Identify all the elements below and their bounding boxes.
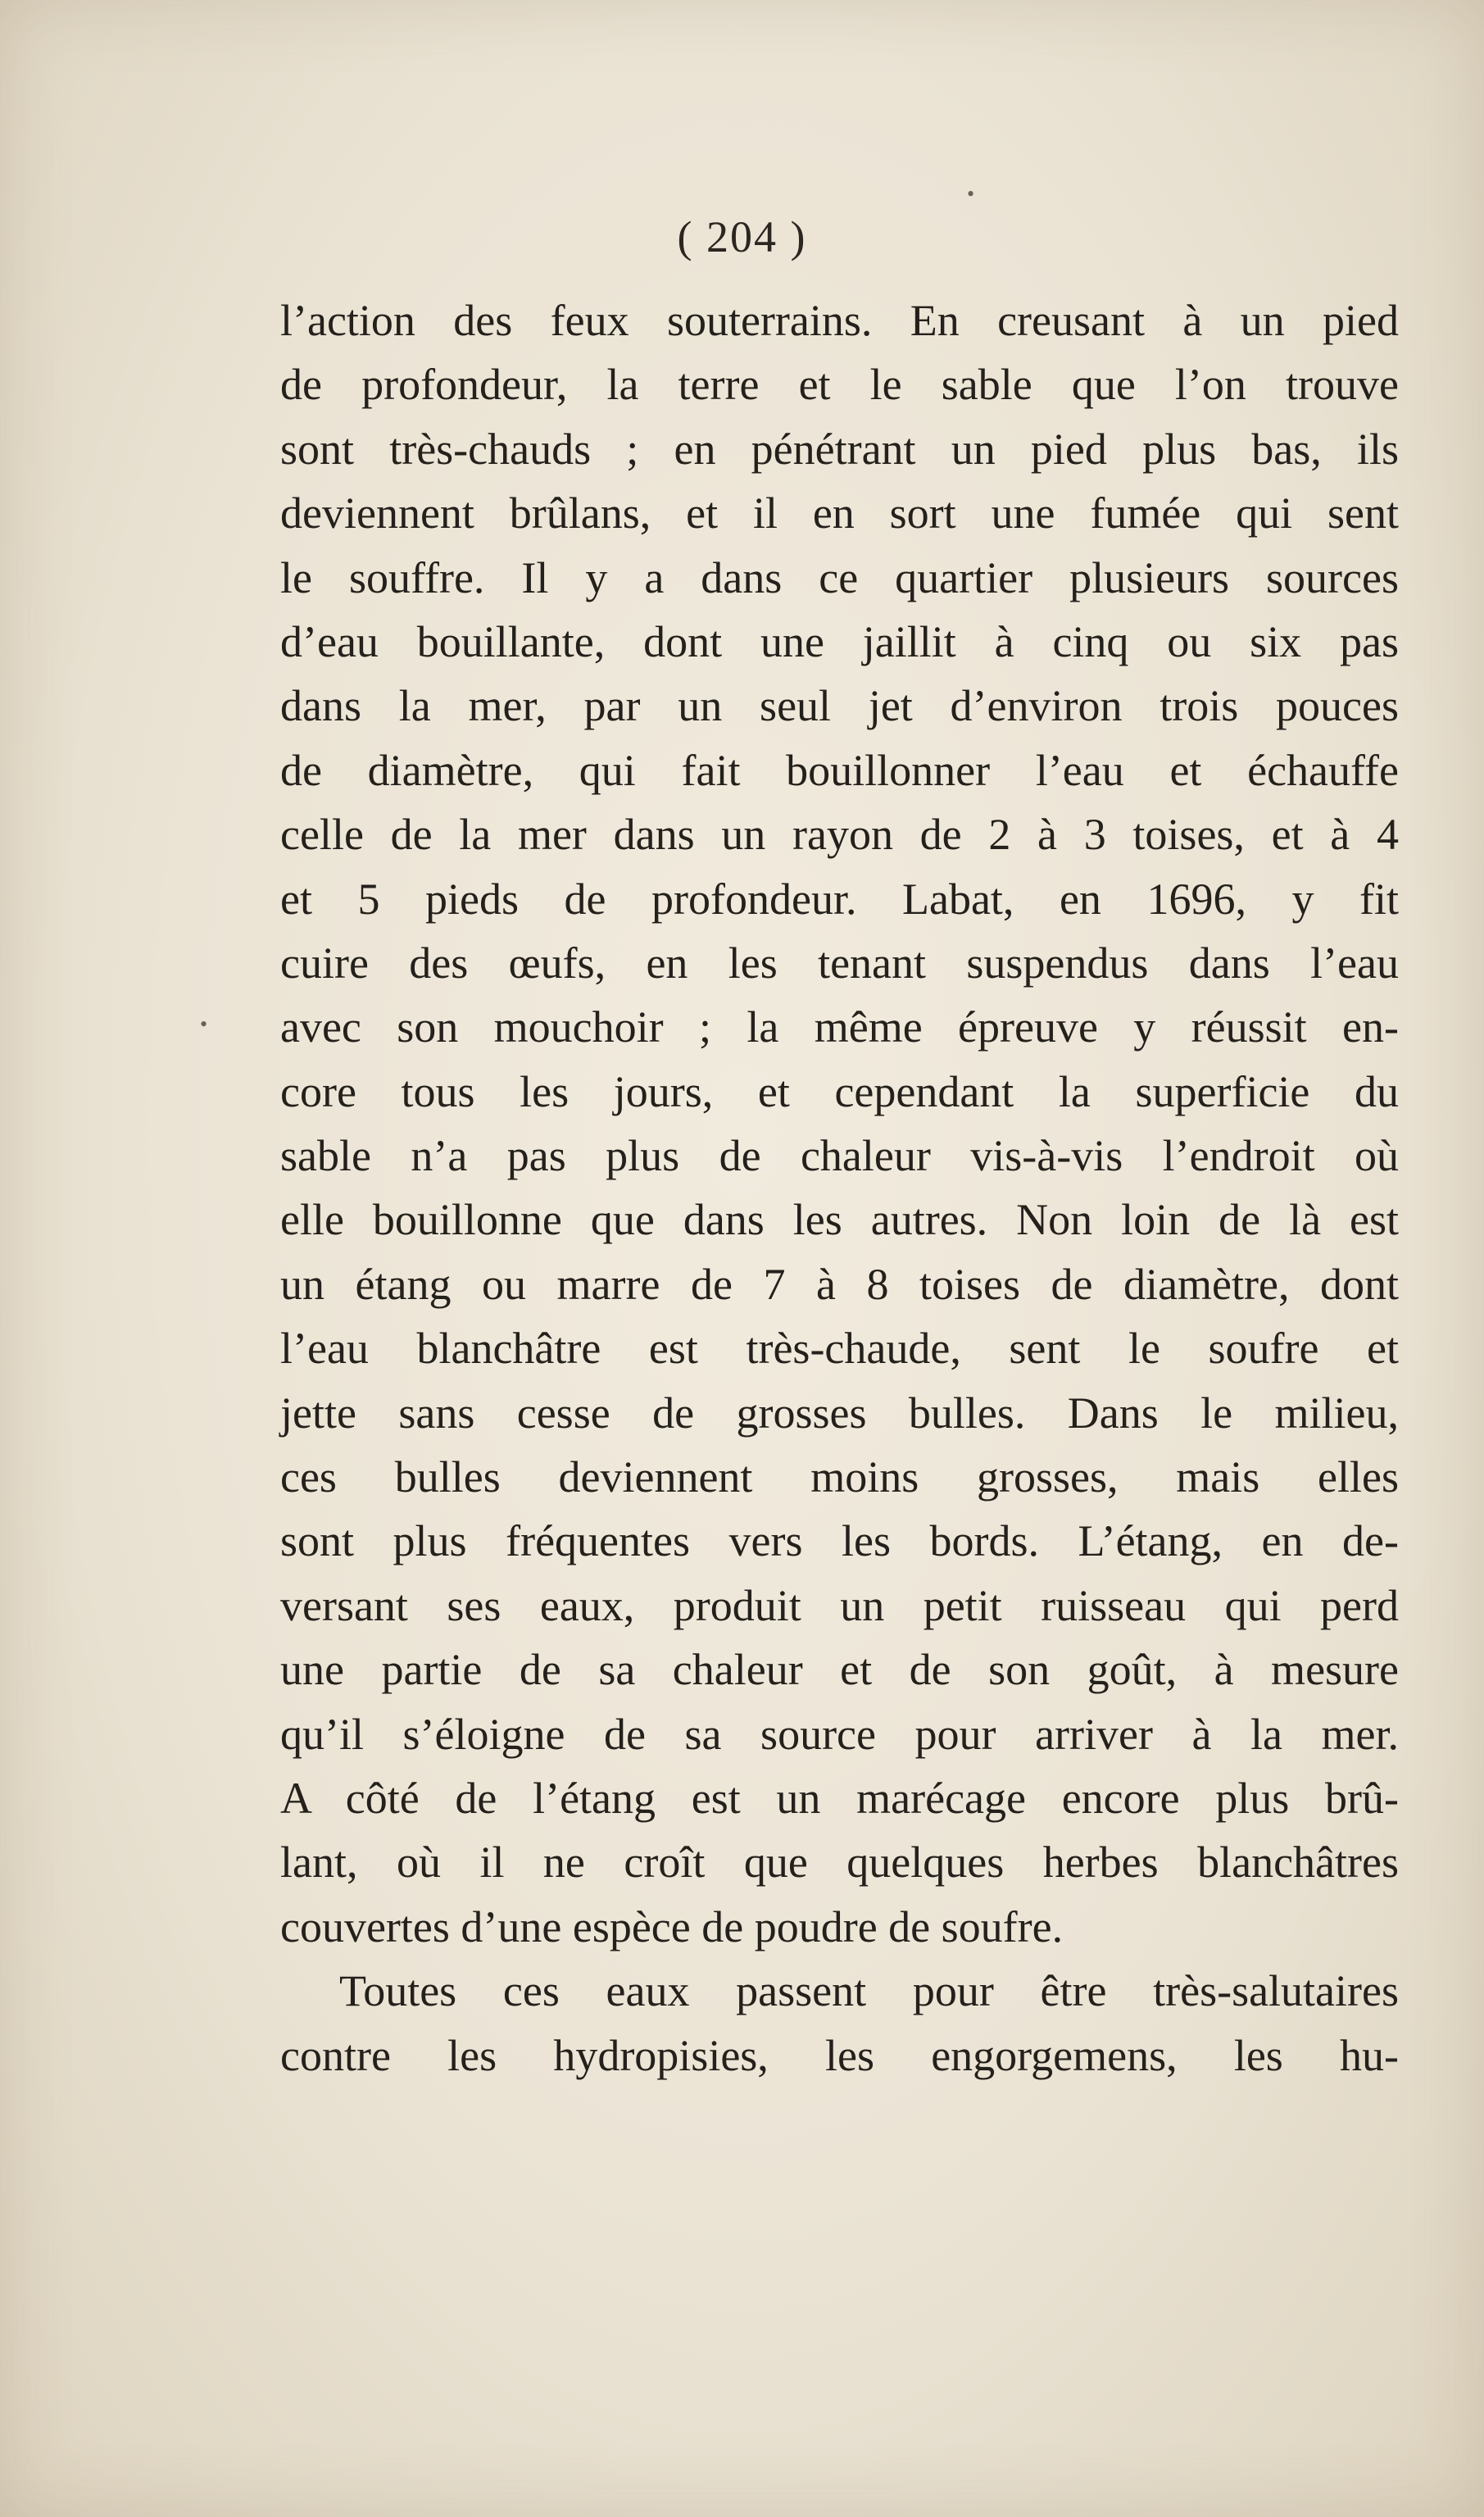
text-line: un étang ou marre de 7 à 8 toises de diamètre, dont [280,1259,1399,1309]
text-line: lant, où il ne croît que quelques herbes blanchâtres [280,1838,1399,1888]
text-line: Toutes ces eaux passent pour être très-salutaires [339,1966,1399,2016]
text-line: sont plus fréquentes vers les bords. L’étang, en de- [280,1516,1399,1566]
text-line: l’eau blanchâtre est très-chaude, sent le soufre et [280,1324,1399,1374]
text-line: et 5 pieds de profondeur. Labat, en 1696, y fit [280,874,1399,924]
text-line: couvertes d’une espèce de poudre de soufre. [280,1901,1064,1951]
text-line: versant ses eaux, produit un petit ruisseau qui perd [280,1580,1399,1630]
text-line: celle de la mer dans un rayon de 2 à 3 toises, et à 4 [280,810,1399,860]
text-line: ces bulles deviennent moins grosses, mais elles [280,1452,1399,1502]
text-line: contre les hydropisies, les engorgemens, les hu- [280,2030,1399,2080]
text-line: core tous les jours, et cependant la superficie du [280,1066,1399,1116]
text-line: qu’il s’éloigne de sa source pour arriver à la mer. [280,1709,1399,1759]
text-line: le souffre. Il y a dans ce quartier plusieurs sources [280,552,1399,602]
text-line: d’eau bouillante, dont une jaillit à cinq ou six pas [280,616,1399,666]
text-line: sont très-chauds ; en pénétrant un pied plus bas, ils [280,424,1399,474]
text-line: jette sans cesse de grosses bulles. Dans le milieu, [280,1388,1399,1438]
text-line: dans la mer, par un seul jet d’environ trois pouces [280,681,1399,731]
text-line: sable n’a pas plus de chaleur vis-à-vis l’endroit où [280,1131,1399,1181]
page-number: ( 204 ) [677,212,807,261]
text-line: avec son mouchoir ; la même épreuve y réussit en- [280,1002,1399,1052]
text-line: A côté de l’étang est un marécage encore plus brû- [280,1773,1399,1823]
text-line: deviennent brûlans, et il en sort une fumée qui sent [280,488,1399,538]
body-text [280,289,1399,2088]
text-line: une partie de sa chaleur et de son goût, à mesure [280,1645,1399,1695]
text-line: l’action des feux souterrains. En creusant à un pied [280,296,1399,345]
text-line: de diamètre, qui fait bouillonner l’eau et échauffe [280,745,1399,795]
ink-speck: • [967,182,975,206]
ink-speck: • [200,1012,208,1036]
text-line: elle bouillonne que dans les autres. Non loin de là est [280,1195,1399,1245]
text-line: cuire des œufs, en les tenant suspendus dans l’eau [280,938,1399,988]
text-line: de profondeur, la terre et le sable que l’on trouve [280,360,1399,410]
